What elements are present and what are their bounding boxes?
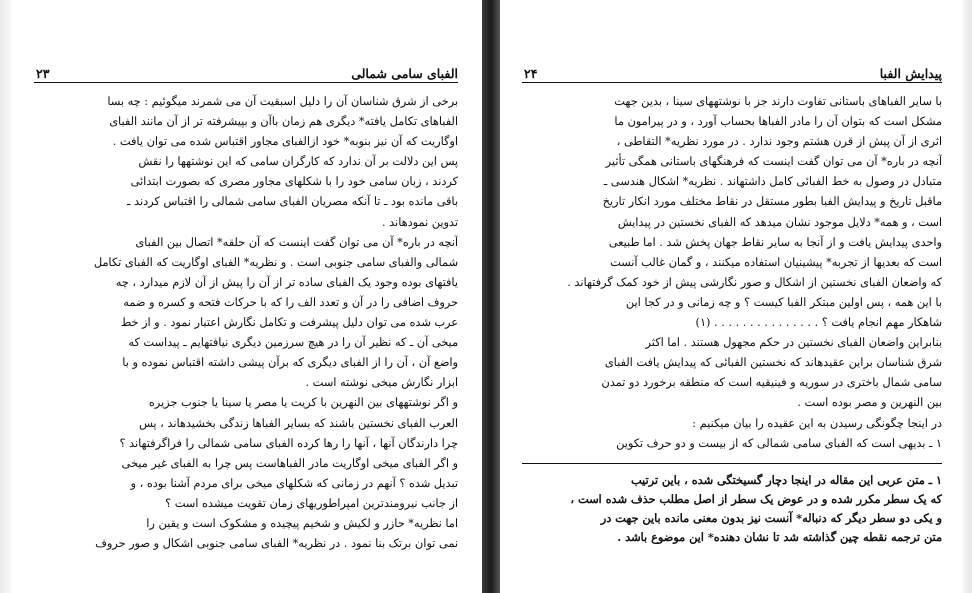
text-line: اما نظریه* حازر و لکیش و شخیم پیچیده و مشکوک است و یقین را bbox=[146, 516, 458, 530]
text-line: با سایر الفباهای باستانی تفاوت دارند جز با نوشتههای سینا ، بدین جهت bbox=[614, 95, 942, 108]
text-line: آنچه در باره* آن می توان گفت اینست که فرهنگهای باستانی همگی تأثیر bbox=[605, 155, 942, 169]
left-page-outer-edge bbox=[0, 0, 12, 593]
text-line: ابزار نگارش میخی نوشته است . bbox=[305, 376, 458, 390]
text-line: است ، و همه* دلایل موجود نشان میدهد که الفبای نخستین در پیدایش bbox=[617, 215, 942, 229]
text-line: شرق شناسان براین عقیدهاند که نخستین الفبائی که پیدایش یافت الفبای bbox=[604, 356, 942, 370]
text-line: الفباهای تکامل یافته* دیگری هم زمان باآن و بپیشرفته تر از آن مانند الفبای bbox=[109, 115, 458, 129]
right-page-running-title: پیدایش الفبا bbox=[879, 66, 942, 81]
text-line: نمی توان برتک بنا نمود . در نظریه* الفبای سامی جنوبی اشکال و صور حروف bbox=[95, 537, 458, 551]
text-line: بنابراین واضعان الفبای نخستین در حکم مجهول هستند . اما اکثر bbox=[645, 336, 942, 350]
text-line: عرب شده می توان دلیل پیشرفت و تکامل نگارش اعتبار نمود . و از خط bbox=[120, 316, 458, 330]
text-line: از جانب نیرومندترین امپراطوریهای زمان تقویت میشده است ؟ bbox=[165, 496, 458, 510]
left-page-body-text bbox=[34, 92, 458, 554]
right-page-number: ۲۴ bbox=[524, 66, 538, 81]
footnote-separator bbox=[522, 463, 942, 464]
left-page bbox=[12, 0, 482, 593]
text-line: با این همه ، پس اولین مبتکر الفبا کیست ؟ و چه زمانی و در کجا این bbox=[625, 295, 942, 309]
text-line: و اگر الفبای میخی اوگاریت مادر الفباهاست پس چرا به الفبای غیر میخی bbox=[121, 456, 458, 470]
text-line: که واضعان الفبای نخستین از اشکال و صور نگارشی پیش از خود کمک گرفتهاند . bbox=[567, 275, 942, 289]
text-line: شمالی والفبای سامی جنوبی است . و نظریه* الفبای اوگاریت که الفبای تکامل bbox=[93, 255, 458, 269]
right-page-outer-edge bbox=[962, 0, 972, 593]
text-line: العرب الفبای نخستین باشند که بسایر الفباها زندگی بخشیدهاند ، پس bbox=[139, 416, 458, 430]
text-line: متبادل در وصول به خط الفبائی کامل داشتهاند . نظریه* اشکال هندسی ـ bbox=[603, 175, 942, 189]
right-page-footnotes bbox=[522, 471, 942, 547]
text-line: کردند ، زبان سامی خود را با شکلهای مجاور مصری که بصورت ابتدائی bbox=[130, 175, 458, 189]
text-line: و اگر نوشتههای بین النهرین با کریت یا مصر یا سینا یا جنوب جزیره bbox=[148, 396, 458, 410]
text-line: واحدی پیدایش یافت و از آنجا به سایر نقاط جهان پخش شد . اما طبیعی bbox=[608, 235, 942, 249]
text-line: تبدیل شده ؟ آنهم در زمانی که شکلهای میخی برای مردم آشنا بوده ، و bbox=[130, 476, 458, 490]
text-line: ۱ ـ بدیهی است که الفبای سامی شمالی که از بیست و دو حرف تکوین bbox=[616, 436, 942, 450]
right-page-header bbox=[522, 66, 942, 83]
footnote-line: متن ترجمه نقطه چین گذاشته شد تا نشان دهنده* این موضوع باشد . bbox=[617, 530, 942, 544]
text-line: تدوین نمودهاند . bbox=[381, 215, 458, 229]
text-line: شاهکار مهم انجام یافت ؟ . . . . . . . . . . . . . . . (۱) bbox=[695, 316, 942, 330]
text-line: است که بعدیها از تجربه* پیشینیان استفاده میکنند ، و گمان غالب آنست bbox=[610, 255, 942, 269]
text-line: اوگاریت که آن نیز بنوبه* خود ازالفبای مجاور اقتباس شده می توان یافت . bbox=[112, 135, 458, 149]
footnote-line: و یکی دو سطر دیگر که دنباله* آنست نیز بدون معنی مانده باین جهت در bbox=[600, 511, 942, 525]
right-page bbox=[500, 0, 962, 593]
text-line: مشکل است که بتوان آن را مادر الفباها بحساب آورد ، و در پیرامون ما bbox=[614, 115, 942, 129]
text-line: اثری از آن پیش از قرن هشتم وجود ندارد . در مورد نظریه* التقاطی ، bbox=[616, 135, 942, 149]
left-page-running-title: الفبای سامی شمالی bbox=[351, 66, 458, 81]
book-gutter bbox=[482, 0, 500, 593]
left-page-number: ۲۳ bbox=[36, 66, 50, 81]
text-line: یافتهای بوده وجود یک الفبای ساده تر از آن را پیش از آن لازم میدارد ، چه bbox=[115, 275, 458, 289]
text-line: بین النهرین و مصر بوده است . bbox=[797, 396, 942, 410]
text-line: چرا دارندگان آنها ، آنها را رها کرده الفبای سامی شمالی را فراگرفتهاند ؟ bbox=[119, 436, 458, 450]
text-line: حروف اضافی را در آن و تعدد الف را که با حرکات فتحه و کسره و ضمه bbox=[123, 295, 458, 309]
text-line: میخی آن ـ که نظیر آن را در هیچ سرزمین دیگری نیافتهایم ـ پیداست که bbox=[128, 336, 458, 350]
text-line: واضع آن ، آن را از الفبای دیگری که برآن پیشی داشته اقتباس نموده و با bbox=[122, 356, 458, 370]
text-line: برخی از شرق شناسان آن را دلیل اسبقیت آن می شمرند میگوئیم : چه بسا bbox=[107, 95, 458, 108]
text-line: آنچه در باره* آن می توان گفت اینست که آن حلقه* اتصال بین الفبای bbox=[135, 235, 458, 249]
text-line: ماقبل تاریخ و پیدایش الفبا بطور مستقل در نقاط مختلف مورد انکار تاریخ bbox=[602, 195, 942, 209]
text-line: سامی شمال باختری در سوریه و فینیقیه است که منطقه برخورد دو تمدن bbox=[601, 376, 942, 390]
left-page-header bbox=[34, 66, 458, 83]
footnote-line: که یک سطر مکرر شده و در عوض یک سطر از اصل مطلب حذف شده است ، bbox=[570, 492, 942, 506]
text-line: باقی مانده بود ـ تا آنکه مصریان الفبای سامی شمالی را اقتباس کردند ـ bbox=[127, 195, 458, 209]
right-page-body-text bbox=[522, 92, 942, 454]
footnote-line: ۱ ـ متن عربی این مقاله در اینجا دچار گسیختگی شده ، باین ترتیب bbox=[630, 473, 942, 487]
text-line: پس این دلالت بر آن ندارد که کارگران سامی که این نوشتهها را نقش bbox=[138, 155, 458, 169]
text-line: در اینجا چگونگی رسیدن به این عقیده را بیان میکنیم : bbox=[692, 416, 942, 430]
